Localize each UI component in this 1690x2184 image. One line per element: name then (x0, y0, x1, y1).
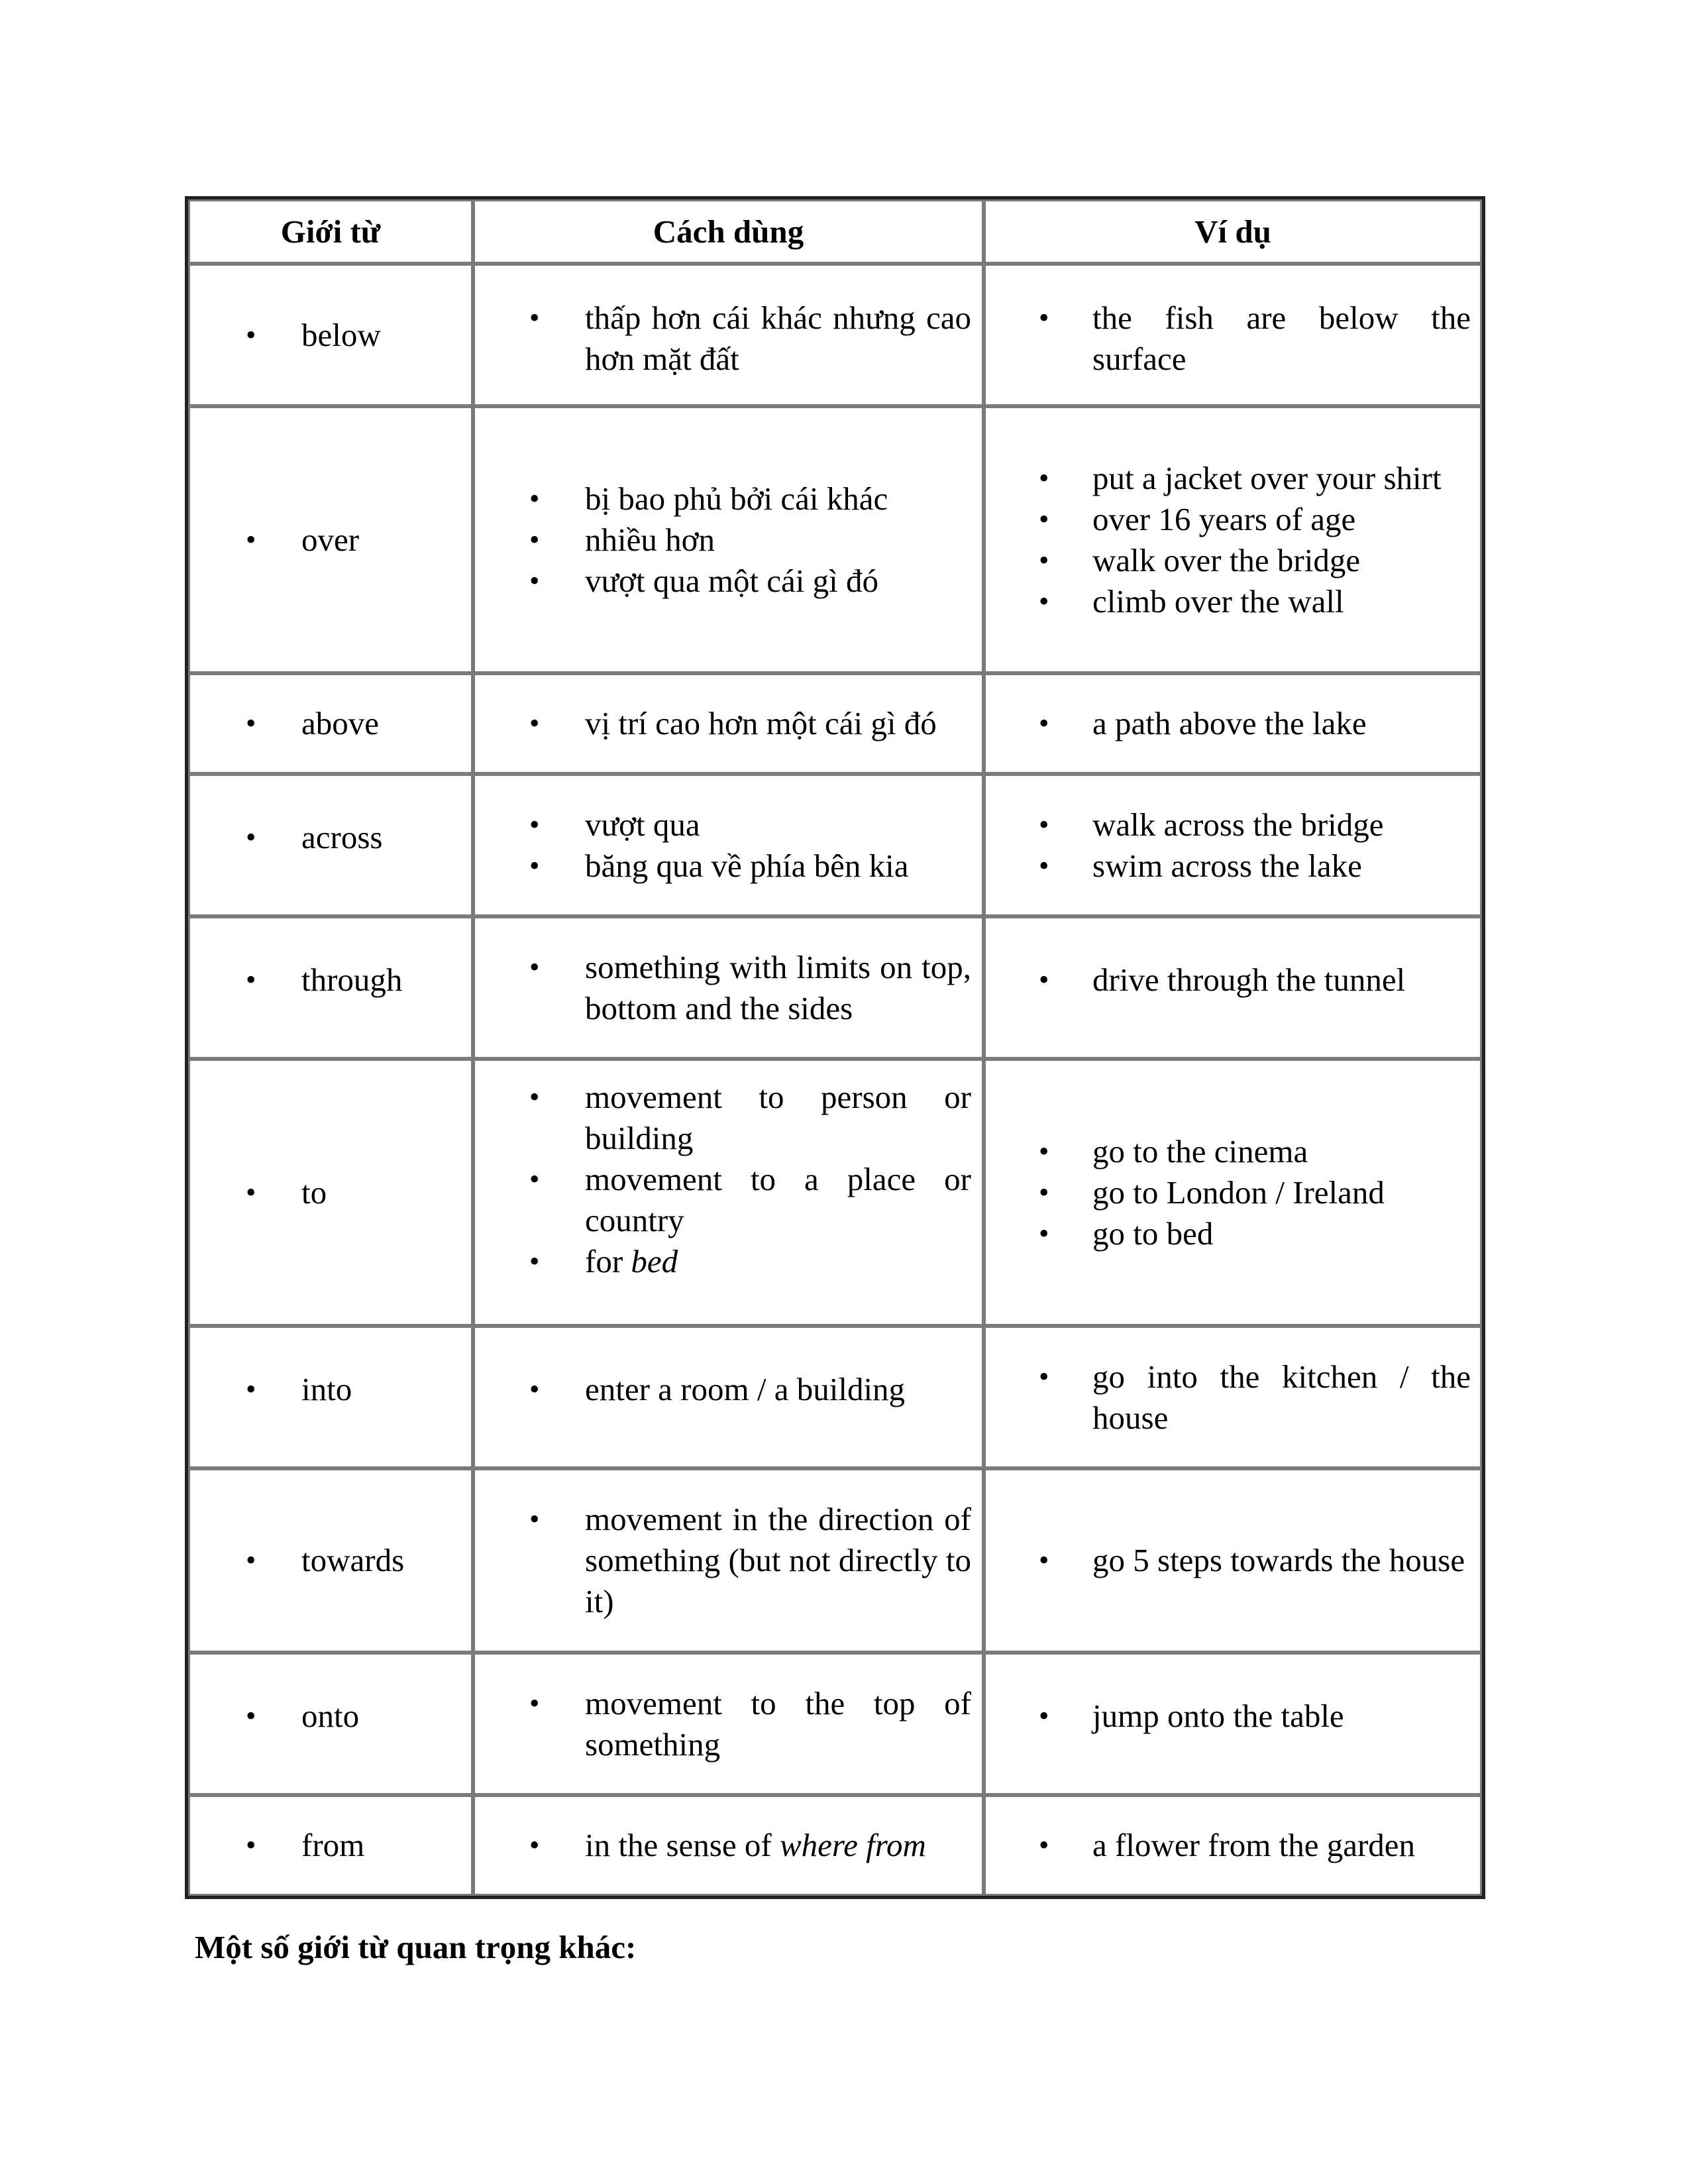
usage-item: • movement in the direction of something (but not directly to it) (475, 1499, 982, 1622)
usage-item: • nhiều hơn (475, 519, 982, 561)
example-item: • go to the cinema (986, 1131, 1480, 1172)
usage-item: • băng qua về phía bên kia (475, 846, 982, 887)
examples-cell (984, 1326, 1482, 1468)
preposition-cell (188, 1653, 473, 1795)
usage-cell (473, 916, 984, 1059)
table-row (188, 1468, 1482, 1653)
preposition-item: • onto (190, 1696, 471, 1737)
example-item: • walk over the bridge (986, 540, 1480, 581)
usage-cell (473, 406, 984, 673)
example-item: • go to bed (986, 1213, 1480, 1254)
table-row (188, 1795, 1482, 1896)
table-header-row (188, 199, 1482, 264)
usage-item: • vượt qua một cái gì đó (475, 561, 982, 602)
usage-cell (473, 774, 984, 916)
preposition-item: • above (190, 703, 471, 744)
table-row (188, 406, 1482, 673)
preposition-cell (188, 1059, 473, 1326)
usage-item-text: in the sense of (585, 1827, 780, 1863)
usage-cell (473, 1059, 984, 1326)
header-preposition: Giới từ (188, 199, 473, 264)
example-item: • go to London / Ireland (986, 1172, 1480, 1213)
examples-cell (984, 1795, 1482, 1896)
usage-item-text: for (585, 1242, 631, 1280)
example-item: • drive through the tunnel (986, 959, 1480, 1001)
table-row (188, 264, 1482, 406)
example-item: • put a jacket over your shirt (986, 458, 1480, 499)
preposition-cell (188, 673, 473, 774)
example-item: • over 16 years of age (986, 499, 1480, 540)
examples-cell (984, 1059, 1482, 1326)
preposition-table (185, 196, 1485, 1899)
section-heading: Một số giới từ quan trọng khác: (195, 1929, 637, 1965)
preposition-item: • towards (190, 1540, 471, 1581)
example-item: • a flower from the garden (986, 1825, 1480, 1866)
examples-cell (984, 1653, 1482, 1795)
usage-cell (473, 1468, 984, 1653)
table-row (188, 916, 1482, 1059)
usage-item: • something with limits on top, bottom and the sides (475, 947, 982, 1029)
usage-item (475, 1825, 982, 1866)
example-item: • a path above the lake (986, 703, 1480, 744)
examples-cell (984, 673, 1482, 774)
usage-item: • bị bao phủ bởi cái khác (475, 478, 982, 519)
usage-item-italic: bed (631, 1242, 678, 1280)
preposition-cell (188, 774, 473, 916)
example-item: • the fish are below the surface (986, 298, 1480, 380)
usage-cell (473, 673, 984, 774)
usage-item: • movement to person or building (475, 1077, 982, 1159)
usage-item: • movement to a place or country (475, 1159, 982, 1241)
example-item: • climb over the wall (986, 581, 1480, 622)
examples-cell (984, 264, 1482, 406)
examples-cell (984, 1468, 1482, 1653)
preposition-cell (188, 1468, 473, 1653)
example-item: • go into the kitchen / the house (986, 1356, 1480, 1439)
usage-item: • thấp hơn cái khác nhưng cao hơn mặt đất (475, 298, 982, 380)
preposition-item: • to (190, 1172, 471, 1213)
preposition-item: • from (190, 1825, 471, 1866)
examples-cell (984, 406, 1482, 673)
table-row (188, 1326, 1482, 1468)
usage-cell (473, 1653, 984, 1795)
preposition-cell (188, 1326, 473, 1468)
usage-cell (473, 1326, 984, 1468)
example-item: • go 5 steps towards the house (986, 1540, 1480, 1581)
preposition-item: • across (190, 817, 471, 858)
usage-item: • enter a room / a building (475, 1369, 982, 1410)
preposition-cell (188, 1795, 473, 1896)
table-row (188, 673, 1482, 774)
usage-item-italic: where from (779, 1827, 926, 1863)
usage-item: • vị trí cao hơn một cái gì đó (475, 703, 982, 744)
example-item: • jump onto the table (986, 1696, 1480, 1737)
table-row (188, 1653, 1482, 1795)
header-examples: Ví dụ (984, 199, 1482, 264)
header-usage: Cách dùng (473, 199, 984, 264)
preposition-item: • into (190, 1369, 471, 1410)
preposition-item: • through (190, 959, 471, 1001)
examples-cell (984, 774, 1482, 916)
usage-cell (473, 1795, 984, 1896)
examples-cell (984, 916, 1482, 1059)
example-item: • swim across the lake (986, 846, 1480, 887)
preposition-cell (188, 264, 473, 406)
example-item: • walk across the bridge (986, 804, 1480, 846)
usage-item (475, 1241, 982, 1282)
usage-cell (473, 264, 984, 406)
preposition-cell (188, 406, 473, 673)
preposition-item: • below (190, 315, 471, 356)
preposition-item: • over (190, 519, 471, 561)
table-row (188, 774, 1482, 916)
usage-item: • vượt qua (475, 804, 982, 846)
table-row (188, 1059, 1482, 1326)
usage-item: • movement to the top of something (475, 1683, 982, 1765)
preposition-cell (188, 916, 473, 1059)
